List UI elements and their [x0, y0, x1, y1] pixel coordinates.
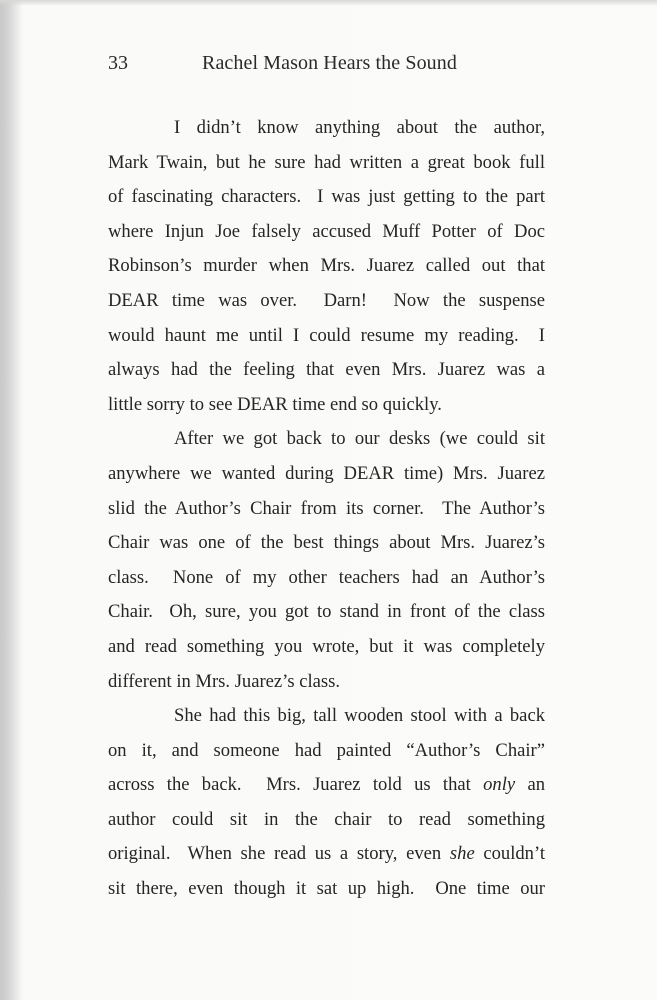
- body-text: [108, 111, 545, 907]
- text-line: different in Mrs. Juarez’s class.: [108, 670, 341, 692]
- text-line: DEAR time was over. Darn! Now the suspense: [108, 289, 545, 311]
- text-line: class. None of my other teachers had an Author’s: [108, 566, 545, 588]
- page-number: 33: [108, 52, 128, 74]
- text-line: I didn’t know anything about the author,: [174, 117, 545, 138]
- text-line: always had the feeling that even Mrs. Juarez was a: [108, 359, 545, 381]
- text-line: where Injun Joe falsely accused Muff Potter of Doc: [108, 220, 545, 242]
- paragraph: [108, 422, 545, 699]
- page-top-edge: [0, 0, 657, 6]
- text-line: Mark Twain, but he sure had written a great book full: [108, 151, 545, 173]
- text-line: She had this big, tall wooden stool with a back: [174, 705, 545, 727]
- text-line: sit there, even though it sat up high. One time our: [108, 878, 545, 900]
- text-line: and read something you wrote, but it was completely: [108, 635, 545, 657]
- book-title: Rachel Mason Hears the Sound: [202, 52, 457, 74]
- emphasis-text: only: [483, 774, 516, 796]
- running-head: [108, 52, 548, 82]
- text-line: [108, 837, 545, 872]
- text-line: [108, 768, 545, 803]
- emphasis-text: she: [449, 843, 475, 865]
- text-line: Chair was one of the best things about Mrs. Juarez’s: [108, 532, 545, 554]
- gutter-shadow: [0, 0, 22, 1000]
- text-line: Chair. Oh, sure, you got to stand in front of the class: [108, 601, 545, 623]
- text-run: original. When she read us a story, even she couldn’t: [108, 843, 546, 865]
- text-line: author could sit in the chair to read something: [108, 808, 545, 830]
- text-line: anywhere we wanted during DEAR time) Mrs. Juarez: [108, 462, 545, 484]
- paragraph: [108, 111, 545, 422]
- text-run: across the back. Mrs. Juarez told us that only an: [108, 774, 545, 796]
- text-line: Robinson’s murder when Mrs. Juarez called out that: [108, 255, 545, 277]
- text-line: little sorry to see DEAR time end so quickly.: [108, 393, 442, 415]
- text-line: would haunt me until I could resume my reading. I: [108, 324, 545, 346]
- text-line: of fascinating characters. I was just getting to the part: [108, 186, 545, 208]
- text-line: After we got back to our desks (we could sit: [174, 428, 545, 450]
- paragraph: [108, 699, 545, 907]
- text-line: slid the Author’s Chair from its corner. The Author’s: [108, 497, 545, 519]
- text-line: on it, and someone had painted “Author’s Chair”: [108, 739, 545, 761]
